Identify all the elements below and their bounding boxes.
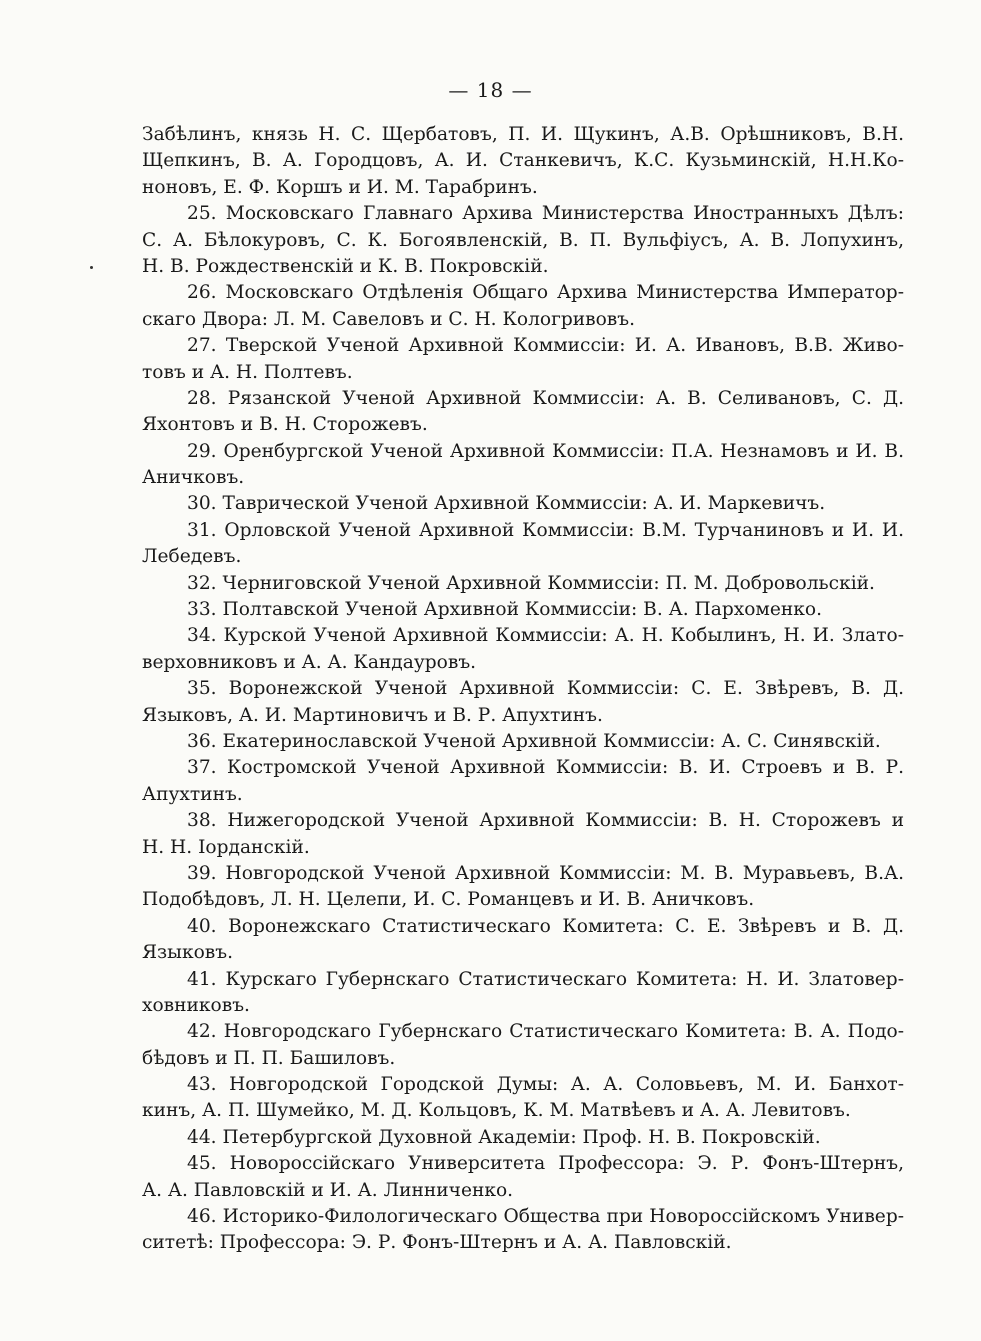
text-line: ситетѣ: Профессора: Э. Р. Фонъ-Штернъ и А. А. Павловскій. [142, 1232, 732, 1254]
list-item [142, 201, 904, 280]
list-item [142, 571, 904, 597]
list-item [142, 333, 904, 386]
list-item [142, 439, 904, 492]
text-line: 36. Екатеринославской Ученой Архивной Коммиссіи: А. С. Синявскій. [187, 730, 881, 752]
text-line: 33. Полтавской Ученой Архивной Коммиссіи: В. А. Пархоменко. [187, 599, 823, 621]
list-item [142, 808, 904, 861]
text-line: Языковъ, А. И. Мартиновичъ и В. Р. Апухтинъ. [142, 704, 603, 726]
list-item [142, 967, 904, 1020]
list-item [142, 729, 904, 755]
text-line: 46. Историко-Филологическаго Общества при Новороссійскомъ Универ- [187, 1206, 904, 1228]
list-item [142, 1072, 904, 1125]
text-line: 29. Оренбургской Ученой Архивной Коммиссіи: П.А. Незнамовъ и И. В. [187, 440, 904, 462]
text-line: Подобѣдовъ, Л. Н. Целепи, И. С. Романцевъ и И. В. Аничковъ. [142, 889, 755, 911]
text-line: С. А. Бѣлокуровъ, С. К. Богоявленскій, В. П. Вульфіусъ, А. В. Лопухинъ, [142, 229, 904, 251]
text-line: Лебедевъ. [142, 546, 242, 568]
list-item [142, 1019, 904, 1072]
list-item [142, 386, 904, 439]
text-line: 38. Нижегородской Ученой Архивной Коммиссіи: В. Н. Сторожевъ и [187, 810, 904, 832]
list-item [142, 1125, 904, 1151]
text-line: скаго Двора: Л. М. Савеловъ и С. Н. Кологривовъ. [142, 308, 635, 330]
text-line: А. А. Павловскій и И. А. Линниченко. [142, 1179, 514, 1201]
list-item [142, 1204, 904, 1257]
list-item [142, 280, 904, 333]
text-line: Н. Н. Іорданскій. [142, 836, 310, 858]
text-line: 28. Рязанской Ученой Архивной Коммиссіи: А. В. Селивановъ, С. Д. [187, 387, 904, 409]
text-line: Н. В. Рождественскій и К. В. Покровскій. [142, 255, 549, 277]
list-item [142, 597, 904, 623]
list-item [142, 491, 904, 517]
list-item [142, 861, 904, 914]
text-line: Апухтинъ. [142, 783, 243, 805]
text-line: ноновъ, Е. Ф. Коршъ и И. М. Тарабринъ. [142, 176, 538, 198]
text-line: бѣдовъ и П. П. Башиловъ. [142, 1047, 396, 1069]
text-line: 35. Воронежской Ученой Архивной Коммиссіи: С. Е. Звѣревъ, В. Д. [187, 678, 904, 700]
list-item [142, 623, 904, 676]
text-line: товъ и А. Н. Полтевъ. [142, 361, 353, 383]
text-line: Яхонтовъ и В. Н. Сторожевъ. [142, 414, 428, 436]
text-line: 44. Петербургской Духовной Академіи: Проф. Н. В. Покровскій. [187, 1126, 821, 1148]
text-line: ховниковъ. [142, 994, 250, 1016]
text-line: 37. Костромской Ученой Архивной Коммиссіи: В. И. Строевъ и В. Р. [187, 757, 904, 779]
continuation-paragraph [142, 122, 904, 201]
list-item [142, 914, 904, 967]
text-line: 39. Новгородской Ученой Архивной Коммиссіи: М. В. Муравьевъ, В.А. [187, 862, 904, 884]
list-item [142, 676, 904, 729]
text-line: Щепкинъ, В. А. Городцовъ, А. И. Станкевичъ, К.С. Кузьминскій, Н.Н.Ко- [142, 150, 904, 172]
text-line: 30. Таврической Ученой Архивной Коммиссіи: А. И. Маркевичъ. [187, 493, 826, 515]
text-line: 43. Новгородской Городской Думы: А. А. Соловьевъ, М. И. Банхот- [187, 1074, 904, 1096]
text-line: 25. Московскаго Главнаго Архива Министерства Иностранныхъ Дѣлъ: [187, 203, 904, 225]
text-line: кинъ, А. П. Шумейко, М. Д. Кольцовъ, К. М. Матвѣевъ и А. А. Левитовъ. [142, 1100, 851, 1122]
list-item [142, 755, 904, 808]
text-line: Языковъ. [142, 942, 233, 964]
body-text [142, 122, 904, 1257]
text-line: 45. Новороссійскаго Университета Профессора: Э. Р. Фонъ-Штернъ, [187, 1153, 904, 1175]
page-number: — 18 — [448, 78, 533, 102]
text-line: верховниковъ и А. А. Кандауровъ. [142, 651, 477, 673]
text-line: 41. Курскаго Губернскаго Статистическаго Комитета: Н. И. Златовер- [187, 968, 904, 990]
text-line: 40. Воронежскаго Статистическаго Комитета: С. Е. Звѣревъ и В. Д. [187, 915, 904, 937]
list-item [142, 518, 904, 571]
stray-mark [90, 266, 93, 269]
list-item [142, 1151, 904, 1204]
text-line: 31. Орловской Ученой Архивной Коммиссіи: В.М. Турчаниновъ и И. И. [187, 519, 904, 541]
text-line: 32. Черниговской Ученой Архивной Коммиссіи: П. М. Добровольскій. [187, 572, 875, 594]
text-line: 34. Курской Ученой Архивной Коммиссіи: А. Н. Кобылинъ, Н. И. Злато- [187, 625, 904, 647]
text-line: Забѣлинъ, князь Н. С. Щербатовъ, П. И. Щукинъ, А.В. Орѣшниковъ, В.Н. [142, 124, 904, 145]
text-line: 42. Новгородскаго Губернскаго Статистическаго Комитета: В. А. Подо- [187, 1021, 904, 1043]
text-line: 26. Московскаго Отдѣленія Общаго Архива Министерства Император- [187, 282, 904, 304]
text-line: Аничковъ. [142, 467, 245, 489]
text-line: 27. Тверской Ученой Архивной Коммиссіи: И. А. Ивановъ, В.В. Живо- [187, 335, 904, 357]
